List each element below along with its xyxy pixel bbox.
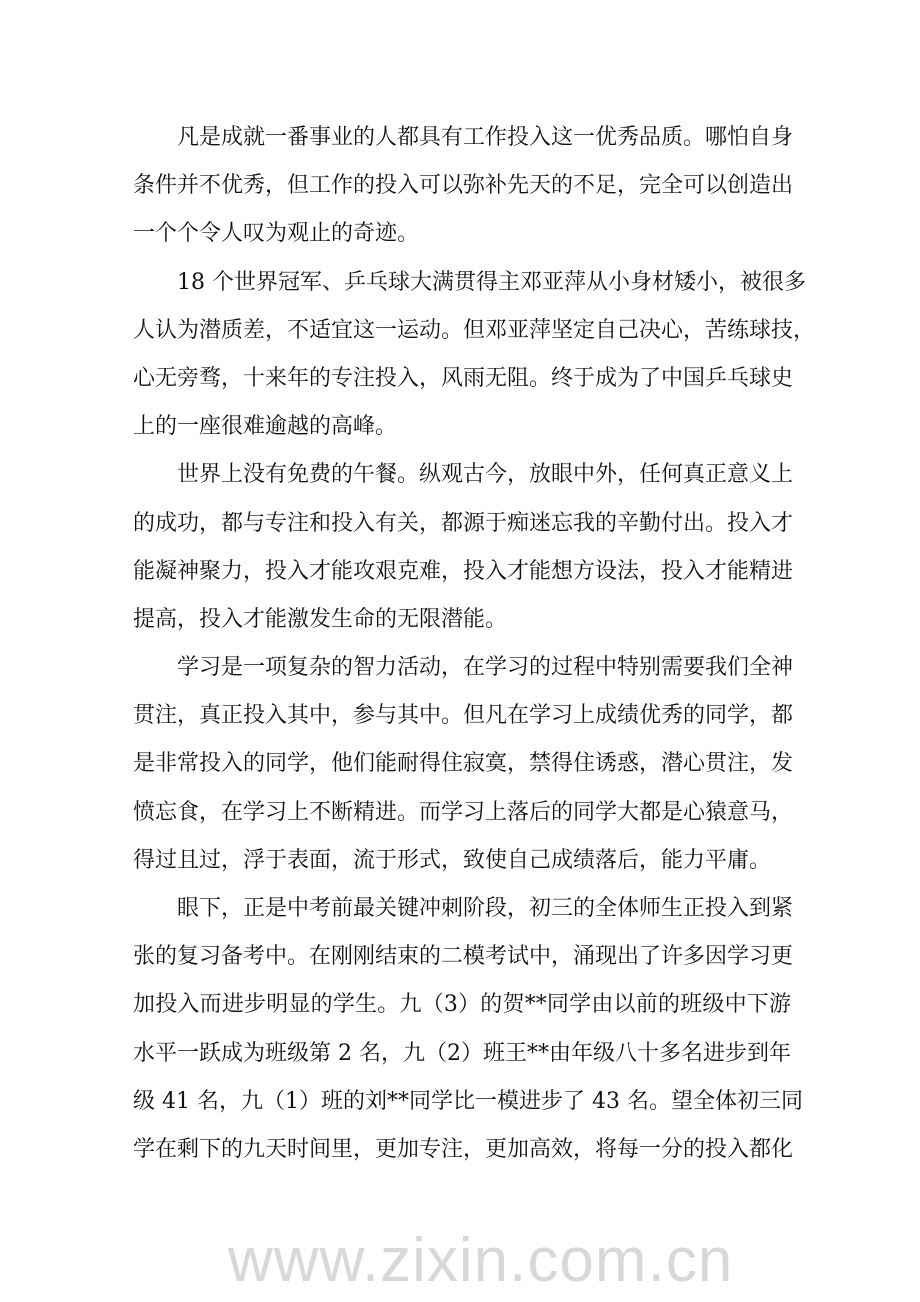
text-line: 眼下，正是中考前最关键冲刺阶段，初三的全体师生正投入到紧 [177, 896, 794, 921]
text-line: 凡是成就一番事业的人都具有工作投入这一优秀品质。哪怕自身 [177, 125, 794, 150]
text-line: 贯注，真正投入其中，参与其中。但凡在学习上成绩优秀的同学，都 [133, 703, 794, 729]
text-line: 18 个世界冠军、乒乓球大满贯得主邓亚萍从小身材矮小，被很多 [177, 269, 806, 295]
text-line: 世界上没有免费的午餐。纵观古今，放眼中外，任何真正意义上 [177, 462, 794, 488]
text-line: 得过且过，浮于表面，流于形式，致使自己成绩落后，能力平庸。 [133, 847, 772, 873]
text-line: 愤忘食，在学习上不断精进。而学习上落后的同学大都是心猿意马， [133, 799, 794, 825]
text-line: 加投入而进步明显的学生。九（3）的贺**同学由以前的班级中下游 [133, 992, 791, 1018]
watermark: www.zixin.com.cn [228, 1226, 734, 1295]
text-line: 张的复习备考中。在刚刚结束的二模考试中，涌现出了许多因学习更 [133, 944, 794, 970]
text-line: 心无旁骛，十来年的专注投入，风雨无阻。终于成为了中国乒乓球史 [133, 365, 794, 391]
text-line: 级 41 名，九（1）班的刘**同学比一模进步了 43 名。望全体初三同 [133, 1088, 803, 1114]
text-line: 学习是一项复杂的智力活动，在学习的过程中特别需要我们全神 [177, 655, 794, 681]
text-line: 提高，投入才能激发生命的无限潜能。 [133, 606, 508, 632]
paragraph [133, 451, 794, 644]
paragraph [133, 259, 816, 452]
text-line: 一个个令人叹为观止的奇迹。 [133, 221, 420, 247]
paragraph [133, 114, 794, 259]
text-line: 是非常投入的同学，他们能耐得住寂寞，禁得住诱惑，潜心贯注，发 [133, 751, 794, 777]
paragraph [133, 644, 794, 885]
text-line: 水平一跃成为班级第 2 名，九（2）班王**由年级八十多名进步到年 [133, 1040, 791, 1066]
text-line: 能凝神聚力，投入才能攻艰克难，投入才能想方设法，投入才能精进 [133, 558, 794, 584]
text-line: 条件并不优秀，但工作的投入可以弥补先天的不足，完全可以创造出 [133, 173, 794, 199]
paragraph [133, 885, 803, 1174]
text-line: 上的一座很难逾越的高峰。 [133, 414, 398, 440]
text-line: 的成功，都与专注和投入有关，都源于痴迷忘我的辛勤付出。投入才 [133, 510, 794, 536]
document-body [133, 114, 816, 1174]
text-line: 学在剩下的九天时间里，更加专注，更加高效，将每一分的投入都化 [133, 1136, 794, 1162]
text-line: 人认为潜质差，不适宜这一运动。但邓亚萍坚定自己决心，苦练球技， [133, 317, 816, 343]
